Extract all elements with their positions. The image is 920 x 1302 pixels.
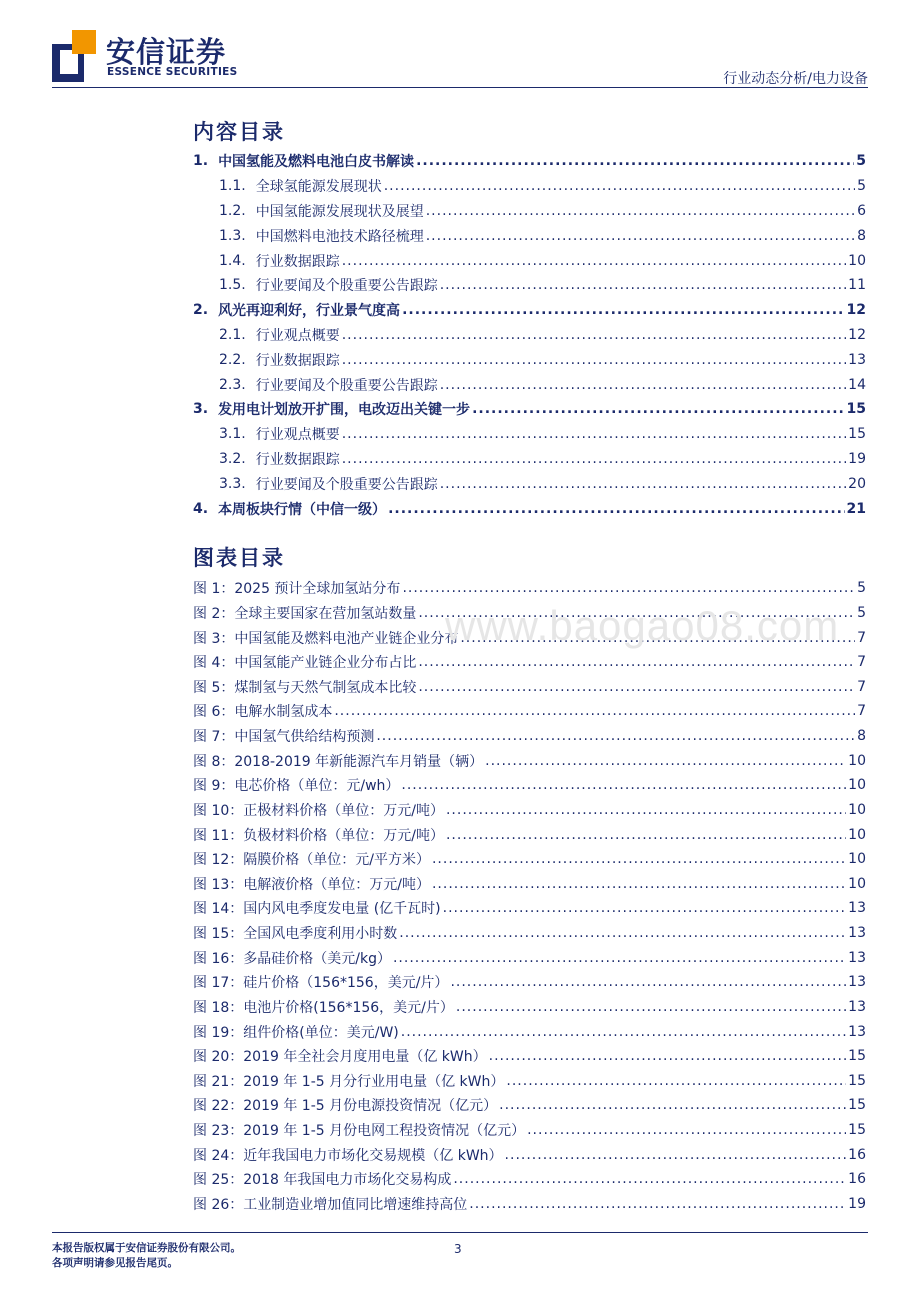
figure-leader [418, 605, 855, 621]
figure-page: 10 [848, 801, 866, 818]
toc-text: 行业要闻及个股重要公告跟踪 [255, 476, 438, 493]
figure-text: 图 9：电芯价格（单位：元/wh） [193, 778, 400, 795]
toc-text: 本周板块行情（中信一级） [218, 501, 387, 518]
toc-leader [416, 153, 854, 169]
logo-english-name: ESSENCE SECURITIES [107, 66, 238, 78]
figure-leader [393, 950, 846, 966]
figure-leader [399, 925, 846, 941]
footer-disclaimer [52, 1241, 241, 1271]
figure-page: 16 [848, 1171, 866, 1188]
toc-section-link[interactable] [193, 223, 866, 248]
figure-text: 图 2：全球主要国家在营加氢站数量 [193, 605, 417, 622]
toc-leader [384, 178, 855, 194]
footer-divider [52, 1232, 868, 1233]
figure-entry-link[interactable] [193, 1192, 866, 1217]
toc-text: 全球氢能源发展现状 [255, 179, 382, 196]
figure-page: 15 [848, 1048, 866, 1065]
figure-page: 10 [848, 851, 866, 868]
figure-leader [506, 1073, 846, 1089]
footer-copyright: 本报告版权属于安信证券股份有限公司。 [52, 1242, 241, 1254]
figure-text: 图 23：2019 年 1-5 月份电网工程投资情况（亿元） [193, 1123, 526, 1140]
figure-page: 10 [848, 826, 866, 843]
logo-chinese-name: 安信证券 [106, 35, 227, 69]
toc-number: 2.2. [219, 351, 246, 368]
figure-entry-link[interactable] [193, 601, 866, 626]
figure-text: 图 14：国内风电季度发电量 (亿千瓦时) [193, 901, 441, 918]
toc-text: 行业观点概要 [255, 427, 340, 444]
figure-entry-link[interactable] [193, 724, 866, 749]
figure-entry-link[interactable] [193, 675, 866, 700]
toc-page: 14 [848, 376, 866, 393]
toc-page: 12 [848, 326, 866, 343]
toc-number: 1.5. [219, 277, 246, 294]
figure-text: 图 24：近年我国电力市场化交易规模（亿 kWh） [193, 1147, 503, 1164]
figure-page: 13 [848, 998, 866, 1015]
toc-page: 12 [846, 302, 866, 319]
toc-section-link[interactable] [193, 248, 866, 273]
header-divider [52, 87, 868, 88]
toc-text: 行业数据跟踪 [255, 451, 340, 468]
figure-text: 图 13：电解液价格（单位：万元/吨） [193, 876, 430, 893]
figure-leader [446, 827, 846, 843]
figure-text: 图 5：煤制氢与天然气制氢成本比较 [193, 679, 417, 696]
toc-page: 15 [848, 426, 866, 443]
figure-leader [432, 851, 846, 867]
toc-text: 中国氢能及燃料电池白皮书解读 [218, 154, 415, 171]
toc-number: 1.4. [219, 252, 246, 269]
figure-page: 10 [848, 777, 866, 794]
toc-number: 2.3. [219, 376, 246, 393]
figure-page: 7 [857, 703, 866, 720]
figure-text: 图 4：中国氢能产业链企业分布占比 [193, 655, 417, 672]
figure-page: 7 [857, 654, 866, 671]
figure-leader [432, 876, 846, 892]
toc-number: 1.1. [219, 178, 246, 195]
figure-entry-link[interactable] [193, 1118, 866, 1143]
figure-leader [489, 1048, 847, 1064]
toc-chapter-link[interactable] [193, 298, 866, 323]
toc-leader [342, 253, 846, 269]
toc-number: 2.1. [219, 326, 246, 343]
figure-page: 13 [848, 949, 866, 966]
figure-entry-link[interactable] [193, 1142, 866, 1167]
figure-text: 图 19：组件价格(单位：美元/W) [193, 1024, 399, 1041]
toc-number: 1. [193, 153, 209, 170]
toc-page: 19 [848, 450, 866, 467]
toc-section-link[interactable] [193, 323, 866, 348]
toc-leader [342, 352, 846, 368]
figure-entry-link[interactable] [193, 970, 866, 995]
figure-entry-link[interactable] [193, 625, 866, 650]
figure-page: 19 [848, 1195, 866, 1212]
figures-title: 图表目录 [193, 546, 285, 570]
figure-page: 7 [857, 678, 866, 695]
figure-entry-link[interactable] [193, 896, 866, 921]
figure-page: 7 [857, 629, 866, 646]
toc-number: 3.2. [219, 450, 246, 467]
figure-page: 5 [857, 604, 866, 621]
figure-text: 图 18：电池片价格(156*156，美元/片） [193, 999, 454, 1016]
toc-text: 行业数据跟踪 [255, 352, 340, 369]
figure-page: 15 [848, 1097, 866, 1114]
figure-page: 8 [857, 728, 866, 745]
report-category: 行业动态分析/电力设备 [723, 71, 868, 87]
toc-section-link[interactable] [193, 471, 866, 496]
figure-text: 图 17：硅片价格（156*156，美元/片） [193, 975, 449, 992]
toc-chapter-link[interactable] [193, 397, 866, 422]
figure-entry-link[interactable] [193, 699, 866, 724]
toc-number: 3.3. [219, 475, 246, 492]
footer-statement: 各项声明请参见报告尾页。 [52, 1257, 178, 1269]
figure-text: 图 20：2019 年全社会月度用电量（亿 kWh） [193, 1049, 487, 1066]
figure-leader [450, 974, 846, 990]
toc-text: 发用电计划放开扩围，电改迈出关键一步 [218, 402, 471, 419]
figure-text: 图 25：2018 年我国电力市场化交易构成 [193, 1172, 452, 1189]
figure-page: 5 [857, 580, 866, 597]
figure-entry-link[interactable] [193, 1093, 866, 1118]
toc-leader [426, 203, 855, 219]
figure-entry-link[interactable] [193, 576, 866, 601]
toc-leader [440, 277, 846, 293]
figure-leader [376, 728, 855, 744]
figure-leader [418, 654, 855, 670]
toc-text: 中国氢能源发展现状及展望 [255, 203, 424, 220]
toc-leader [426, 228, 855, 244]
toc-page: 6 [857, 202, 866, 219]
figure-text: 图 1：2025 预计全球加氢站分布 [193, 581, 401, 598]
figure-page: 16 [848, 1146, 866, 1163]
toc-chapter-link[interactable] [193, 496, 866, 521]
figure-leader [401, 777, 846, 793]
figure-leader [499, 1097, 846, 1113]
toc-leader [440, 476, 846, 492]
figure-leader [443, 900, 847, 916]
figure-text: 图 7：中国氢气供给结构预测 [193, 729, 375, 746]
toc-leader [342, 451, 846, 467]
toc-section-link[interactable] [193, 347, 866, 372]
figure-text: 图 11：负极材料价格（单位：万元/吨） [193, 827, 444, 844]
figure-entry-link[interactable] [193, 847, 866, 872]
toc-leader [342, 426, 846, 442]
toc-text: 行业要闻及个股重要公告跟踪 [255, 278, 438, 295]
figure-entry-link[interactable] [193, 1167, 866, 1192]
company-logo-icon [52, 30, 96, 82]
figure-leader [456, 999, 846, 1015]
figure-entry-link[interactable] [193, 945, 866, 970]
figure-page: 13 [848, 974, 866, 991]
figure-leader [469, 1196, 846, 1212]
page-header [0, 0, 920, 90]
figure-text: 图 10：正极材料价格（单位：万元/吨） [193, 802, 444, 819]
toc-section-link[interactable] [193, 372, 866, 397]
toc-number: 1.3. [219, 227, 246, 244]
toc-leader [342, 327, 846, 343]
toc-leader [388, 501, 844, 517]
toc-text: 行业要闻及个股重要公告跟踪 [255, 377, 438, 394]
figure-entry-link[interactable] [193, 921, 866, 946]
figures-list [193, 576, 866, 1216]
figure-text: 图 15：全国风电季度利用小时数 [193, 926, 398, 943]
toc-leader [440, 377, 846, 393]
figure-page: 10 [848, 752, 866, 769]
figure-text: 图 6：电解水制氢成本 [193, 704, 333, 721]
toc-section-link[interactable] [193, 422, 866, 447]
figure-page: 13 [848, 925, 866, 942]
figure-text: 图 26：工业制造业增加值同比增速维持高位 [193, 1196, 468, 1213]
figure-leader [453, 1171, 846, 1187]
toc-leader [472, 401, 844, 417]
watermark: www.baogao08.com [445, 602, 840, 649]
figure-leader [505, 1147, 847, 1163]
toc-text: 风光再迎利好，行业景气度高 [218, 303, 401, 320]
page-number: 3 [454, 1242, 462, 1256]
toc-section-link[interactable] [193, 447, 866, 472]
figure-page: 10 [848, 875, 866, 892]
figure-page: 13 [848, 1023, 866, 1040]
toc-number: 3. [193, 401, 209, 418]
figure-leader [460, 630, 855, 646]
toc-number: 3.1. [219, 426, 246, 443]
figure-entry-link[interactable] [193, 650, 866, 675]
figure-text: 图 21：2019 年 1-5 月分行业用电量（亿 kWh） [193, 1073, 505, 1090]
figure-entry-link[interactable] [193, 1069, 866, 1094]
figure-text: 图 3：中国氢能及燃料电池产业链企业分布 [193, 630, 459, 647]
figure-entry-link[interactable] [193, 995, 866, 1020]
figure-entry-link[interactable] [193, 822, 866, 847]
toc-page: 20 [848, 475, 866, 492]
toc-number: 4. [193, 500, 209, 517]
toc-page: 10 [848, 252, 866, 269]
figure-entry-link[interactable] [193, 798, 866, 823]
toc-section-link[interactable] [193, 199, 866, 224]
figure-leader [334, 703, 855, 719]
toc-page: 11 [848, 277, 866, 294]
figure-page: 13 [848, 900, 866, 917]
figure-text: 图 8：2018-2019 年新能源汽车月销量（辆） [193, 753, 484, 770]
figure-entry-link[interactable] [193, 1044, 866, 1069]
toc-list [193, 149, 866, 521]
figure-page: 15 [848, 1122, 866, 1139]
figure-text: 图 22：2019 年 1-5 月份电源投资情况（亿元） [193, 1098, 498, 1115]
toc-page: 8 [857, 227, 866, 244]
toc-number: 1.2. [219, 202, 246, 219]
figure-leader [485, 753, 846, 769]
figure-entry-link[interactable] [193, 773, 866, 798]
toc-chapter-link[interactable] [193, 149, 866, 174]
toc-number: 2. [193, 302, 209, 319]
figure-page: 15 [848, 1072, 866, 1089]
toc-section-link[interactable] [193, 273, 866, 298]
figure-text: 图 16：多晶硅价格（美元/kg） [193, 950, 391, 967]
figure-leader [401, 1024, 846, 1040]
toc-page: 21 [846, 500, 866, 517]
toc-page: 13 [848, 351, 866, 368]
toc-section-link[interactable] [193, 174, 866, 199]
toc-text: 中国燃料电池技术路径梳理 [255, 228, 424, 245]
figure-leader [446, 802, 846, 818]
toc-page: 15 [846, 401, 866, 418]
figure-entry-link[interactable] [193, 1019, 866, 1044]
toc-text: 行业数据跟踪 [255, 253, 340, 270]
figure-leader [402, 580, 855, 596]
toc-page: 5 [856, 153, 866, 170]
toc-page: 5 [857, 178, 866, 195]
figure-text: 图 12：隔膜价格（单位：元/平方米） [193, 852, 430, 869]
figure-entry-link[interactable] [193, 748, 866, 773]
figure-leader [418, 679, 855, 695]
toc-leader [402, 302, 844, 318]
figure-entry-link[interactable] [193, 872, 866, 897]
figure-leader [527, 1122, 846, 1138]
toc-text: 行业观点概要 [255, 327, 340, 344]
toc-title: 内容目录 [193, 120, 285, 144]
